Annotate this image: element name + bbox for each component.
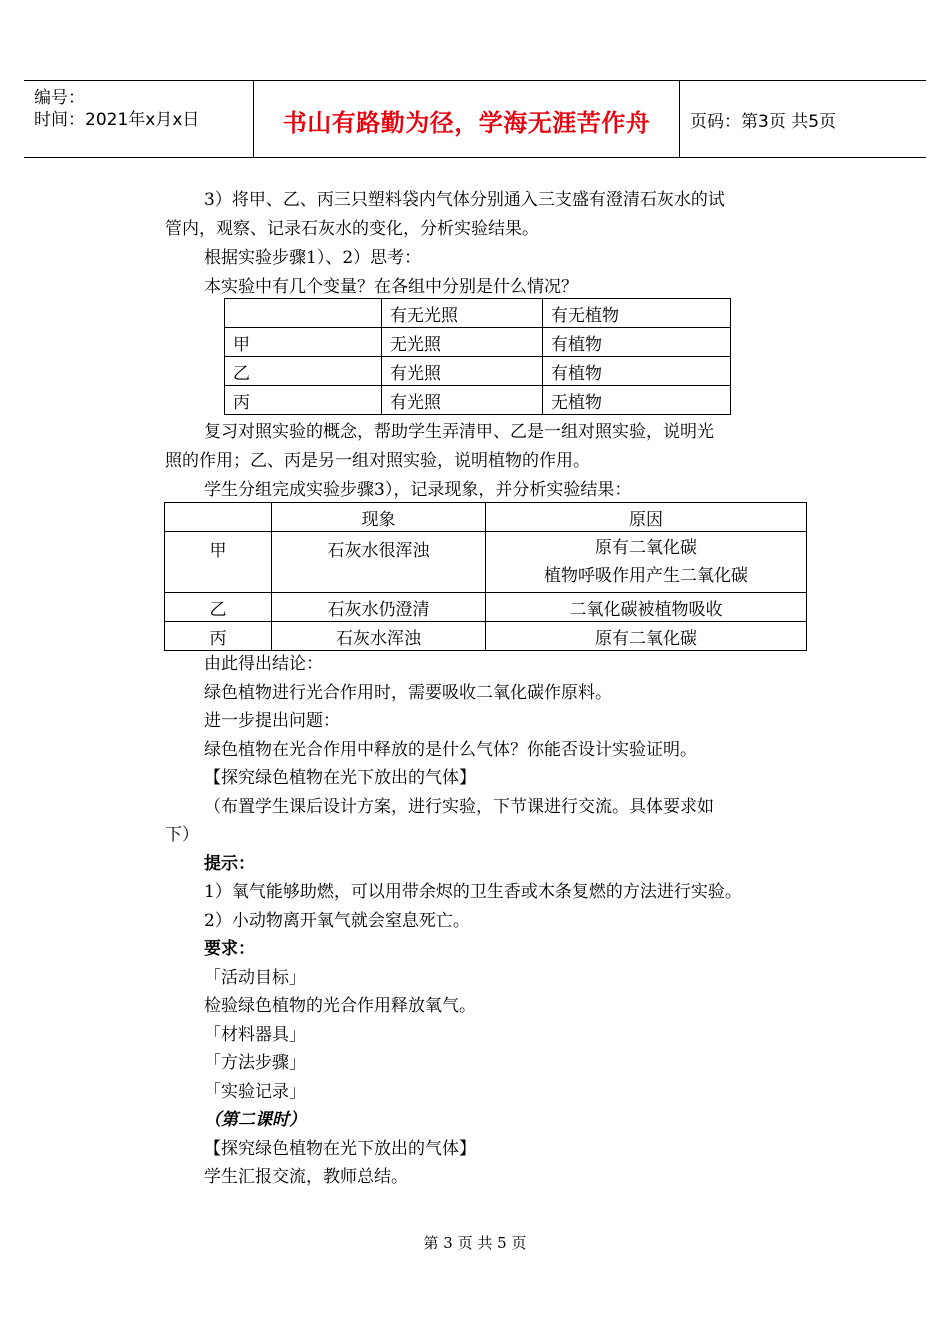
table-cell: 乙 bbox=[225, 357, 382, 386]
paragraph: 进一步提出问题： bbox=[204, 711, 340, 731]
paragraph: 3）将甲、乙、丙三只塑料袋内气体分别通入三支盛有澄清石灰水的试 bbox=[204, 190, 725, 210]
results-table bbox=[164, 502, 807, 651]
table-header-row bbox=[225, 299, 731, 328]
paragraph: 绿色植物在光合作用中释放的是什么气体？你能否设计实验证明。 bbox=[204, 740, 697, 760]
cause-line: 原有二氧化碳 bbox=[595, 538, 697, 558]
requirement-item: 「方法步骤」 bbox=[204, 1053, 306, 1073]
cause-line: 植物呼吸作用产生二氧化碳 bbox=[544, 566, 748, 586]
requirement-text: 检验绿色植物的光合作用释放氧气。 bbox=[204, 996, 476, 1016]
table-row bbox=[225, 386, 731, 415]
table-cell bbox=[165, 503, 272, 532]
header-info-cell bbox=[24, 81, 254, 157]
table-row bbox=[165, 532, 807, 593]
table-row bbox=[165, 593, 807, 622]
paragraph: 本实验中有几个变量？在各组中分别是什么情况？ bbox=[204, 277, 578, 297]
table-cell: 石灰水很浑浊 bbox=[272, 532, 486, 593]
page-footer: 第 3 页 共 5 页 bbox=[423, 1234, 527, 1252]
requirement-item: 「活动目标」 bbox=[204, 968, 306, 988]
table-cell: 有植物 bbox=[543, 357, 731, 386]
document-time-label: 时间：2021年x月x日 bbox=[34, 110, 200, 130]
table-cell: 二氧化碳被植物吸收 bbox=[486, 593, 807, 622]
section-heading: 【探究绿色植物在光下放出的气体】 bbox=[204, 768, 476, 788]
lesson-heading: （第二课时） bbox=[204, 1110, 306, 1130]
table-cell: 丙 bbox=[165, 622, 272, 651]
table-cell: 原有二氧化碳 bbox=[486, 622, 807, 651]
header-page-number: 页码：第3页 共5页 bbox=[690, 112, 837, 132]
paragraph: 学生分组完成实验步骤3），记录现象，并分析实验结果： bbox=[204, 480, 632, 500]
paragraph: （布置学生课后设计方案，进行实验，下节课进行交流。具体要求如 bbox=[204, 797, 714, 817]
table-header-cell: 有无植物 bbox=[543, 299, 731, 328]
table-header-cell: 有无光照 bbox=[382, 299, 543, 328]
section-heading: 【探究绿色植物在光下放出的气体】 bbox=[204, 1139, 476, 1159]
table-cell: 甲 bbox=[165, 532, 272, 593]
table-cell: 有植物 bbox=[543, 328, 731, 357]
table-cell: 无植物 bbox=[543, 386, 731, 415]
paragraph: 绿色植物进行光合作用时，需要吸收二氧化碳作原料。 bbox=[204, 683, 612, 703]
hint-item: 2）小动物离开氧气就会窒息死亡。 bbox=[204, 911, 470, 931]
paragraph: 复习对照实验的概念，帮助学生弄清甲、乙是一组对照实验，说明光 bbox=[204, 422, 714, 442]
header-motto-cell bbox=[254, 81, 680, 157]
header-motto: 书山有路勤为径，学海无涯苦作舟 bbox=[282, 109, 651, 137]
requirement-item: 「实验记录」 bbox=[204, 1082, 306, 1102]
table-header-cell: 原因 bbox=[486, 503, 807, 532]
paragraph: 下） bbox=[165, 825, 199, 845]
requirements-heading: 要求： bbox=[204, 939, 255, 959]
variables-table bbox=[224, 298, 731, 415]
table-cell bbox=[486, 532, 807, 593]
table-cell: 有光照 bbox=[382, 357, 543, 386]
table-row bbox=[225, 357, 731, 386]
paragraph: 根据实验步骤1）、2）思考： bbox=[204, 248, 422, 268]
document-number-label: 编号： bbox=[34, 88, 85, 108]
header-page-cell bbox=[680, 81, 926, 157]
table-cell: 有光照 bbox=[382, 386, 543, 415]
table-cell bbox=[225, 299, 382, 328]
table-row bbox=[225, 328, 731, 357]
paragraph: 学生汇报交流，教师总结。 bbox=[204, 1167, 408, 1187]
table-cell: 丙 bbox=[225, 386, 382, 415]
hint-heading: 提示： bbox=[204, 854, 255, 874]
paragraph: 由此得出结论： bbox=[204, 654, 323, 674]
page-header bbox=[24, 80, 926, 158]
table-header-cell: 现象 bbox=[272, 503, 486, 532]
table-cell: 乙 bbox=[165, 593, 272, 622]
paragraph: 照的作用；乙、丙是另一组对照实验，说明植物的作用。 bbox=[165, 451, 590, 471]
requirement-item: 「材料器具」 bbox=[204, 1025, 306, 1045]
paragraph: 管内，观察、记录石灰水的变化，分析实验结果。 bbox=[165, 219, 539, 239]
table-cell: 石灰水仍澄清 bbox=[272, 593, 486, 622]
table-cell: 甲 bbox=[225, 328, 382, 357]
table-cell: 无光照 bbox=[382, 328, 543, 357]
table-header-row bbox=[165, 503, 807, 532]
table-cell: 石灰水浑浊 bbox=[272, 622, 486, 651]
table-row bbox=[165, 622, 807, 651]
hint-item: 1）氧气能够助燃，可以用带余烬的卫生香或木条复燃的方法进行实验。 bbox=[204, 882, 742, 902]
